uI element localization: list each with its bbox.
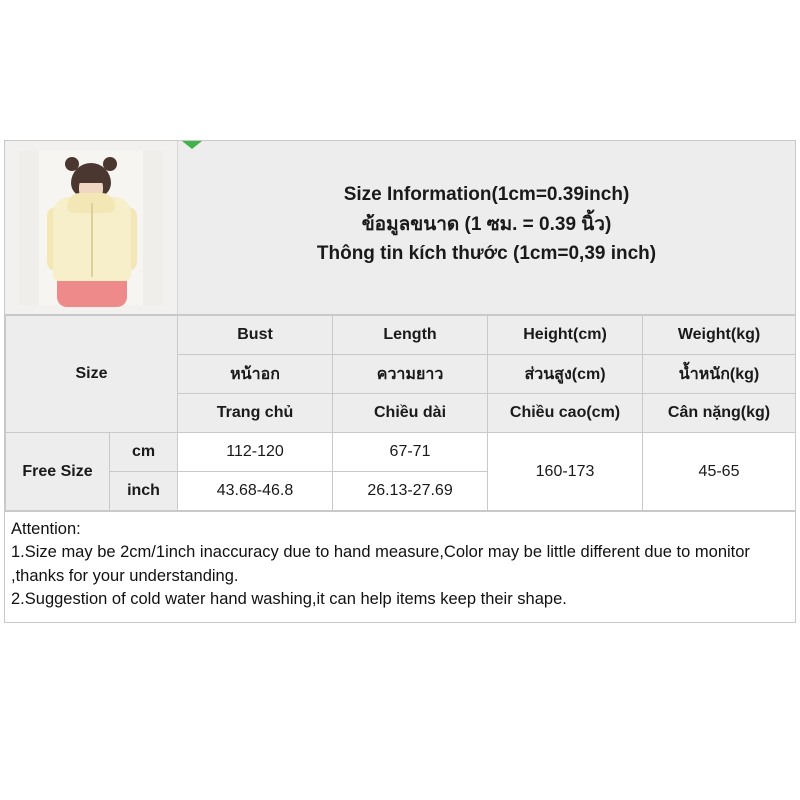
header-bust-th: หน้าอก (178, 355, 333, 394)
header-height-en: Height(cm) (488, 316, 643, 355)
chart-header (5, 141, 795, 315)
title-english: Size Information(1cm=0.39inch) (343, 184, 630, 206)
header-length-en: Length (333, 316, 488, 355)
unit-inch: inch (110, 472, 178, 511)
header-weight-vi: Cân nặng(kg) (643, 394, 796, 433)
table-row-cm (6, 433, 796, 472)
photo-backdrop-left (19, 151, 39, 305)
header-weight-en: Weight(kg) (643, 316, 796, 355)
value-height: 160-173 (488, 433, 643, 511)
header-weight-th: น้ำหนัก(kg) (643, 355, 796, 394)
size-table (5, 315, 796, 511)
attention-line-2: 2.Suggestion of cold water hand washing,it can help items keep their shape. (11, 590, 567, 609)
attention-block (5, 511, 795, 622)
table-row-header-en (6, 316, 796, 355)
header-bust-vi: Trang chủ (178, 394, 333, 433)
attention-line-1: 1.Size may be 2cm/1inch inaccuracy due to hand measure,Color may be little different due to monitor ,thanks for your understanding. (11, 543, 750, 585)
hair-fringe (76, 171, 106, 183)
value-weight: 45-65 (643, 433, 796, 511)
photo-backdrop-right (143, 151, 163, 305)
header-height-th: ส่วนสูง(cm) (488, 355, 643, 394)
product-photo (5, 141, 178, 314)
green-triangle-icon (182, 141, 202, 149)
model-illustration (19, 151, 163, 305)
title-block (178, 141, 795, 314)
value-length-inch: 26.13-27.69 (333, 472, 488, 511)
unit-cm: cm (110, 433, 178, 472)
attention-title: Attention: (11, 520, 81, 538)
header-height-vi: Chiều cao(cm) (488, 394, 643, 433)
value-length-cm: 67-71 (333, 433, 488, 472)
title-vietnamese: Thông tin kích thước (1cm=0,39 inch) (316, 243, 657, 265)
size-chart (4, 140, 796, 623)
header-bust-en: Bust (178, 316, 333, 355)
title-thai: ข้อมูลขนาด (1 ซม. = 0.39 นิ้ว) (361, 213, 612, 235)
row-label-free-size: Free Size (6, 433, 110, 511)
size-label-cell: Size (6, 316, 178, 433)
header-length-vi: Chiều dài (333, 394, 488, 433)
value-bust-cm: 112-120 (178, 433, 333, 472)
skirt (57, 277, 127, 307)
value-bust-inch: 43.68-46.8 (178, 472, 333, 511)
header-length-th: ความยาว (333, 355, 488, 394)
zipper (91, 203, 93, 277)
